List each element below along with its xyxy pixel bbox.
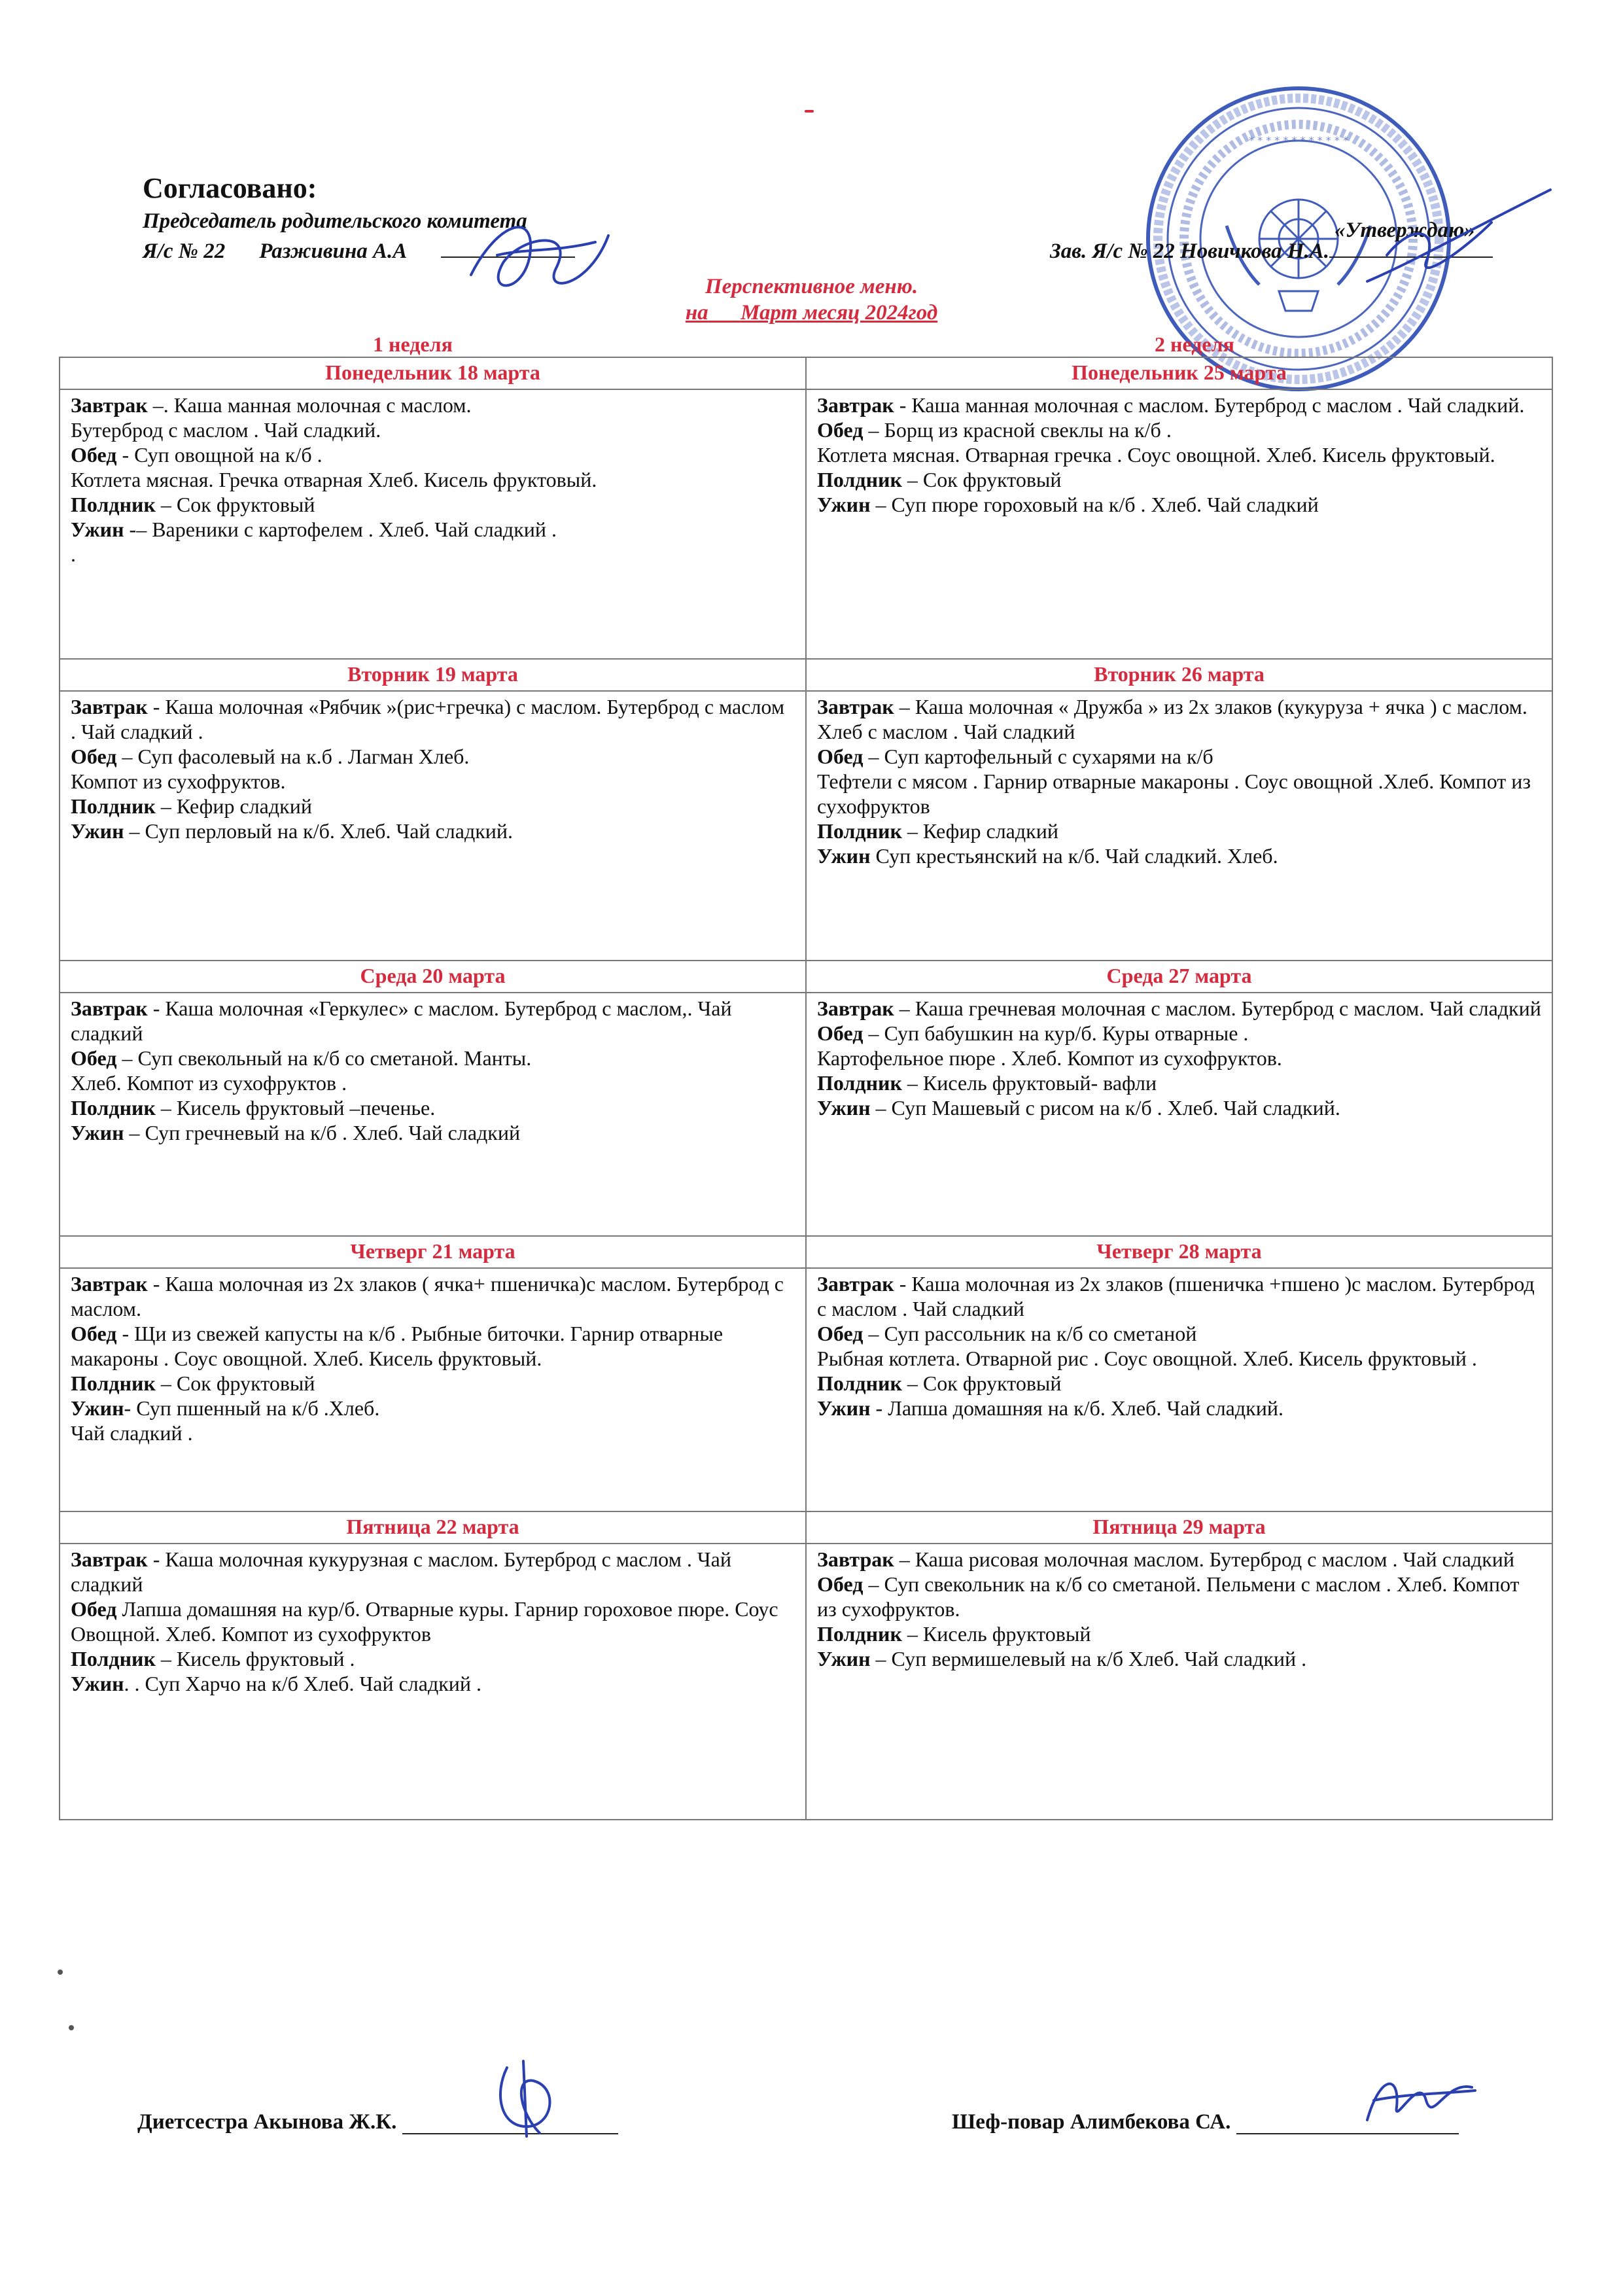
meal-text: – Суп Машевый с рисом на к/б . Хлеб. Чай сладкий. [870,1096,1340,1120]
meal-label: Завтрак [71,393,148,417]
day-header-row [60,357,1552,389]
day-header-row [60,1511,1552,1544]
approve-heading: «Утверждаю» [1335,219,1475,242]
meal-line [71,996,795,1046]
meal-text: – Каша рисовая молочная маслом. Бутерброд с маслом . Чай сладкий [894,1547,1515,1571]
meal-text: Лапша домашняя на кур/б. Отварные куры. Гарнир гороховое пюре. Соус Овощной. Хлеб. Компот из сухофруктов [71,1597,778,1646]
meal-text: Котлета мясная. Отварная гречка . Соус овощной. Хлеб. Кисель фруктовый. [817,443,1495,467]
menu-title-line1: Перспективное меню. [705,275,918,298]
meal-text: Рыбная котлета. Отварной рис . Соус овощной. Хлеб. Кисель фруктовый . [817,1347,1477,1370]
meal-label: Ужин [817,493,871,516]
meal-line [71,1095,795,1120]
meal-label: Завтрак [817,393,894,417]
chair-role: Председатель родительского комитета [143,209,527,233]
meal-text: – Каша гречневая молочная с маслом. Бутерброд с маслом. Чай сладкий [894,997,1541,1020]
chef-signature [1361,2061,1478,2133]
meal-line [71,1547,795,1597]
meal-text: – Суп перловый на к/б. Хлеб. Чай сладкий. [124,819,514,843]
meal-text: – Суп свекольный на к/б со сметаной. Манты. [116,1046,532,1070]
meal-line [71,1396,795,1421]
meal-text: - Каша молочная из 2х злаков ( ячка+ пшеничка)с маслом. Бутерброд с маслом. [71,1272,784,1320]
meal-label: Обед [817,1021,864,1045]
meal-label: Полдник [71,1096,156,1120]
meal-line [71,1371,795,1396]
meal-text: Хлеб. Компот из сухофруктов . [71,1071,347,1095]
meal-line [817,1271,1541,1321]
meals-cell [806,389,1552,659]
meal-label: Обед [71,1597,117,1621]
meal-line [817,417,1541,442]
meal-text: - Каша молочная «Геркулес» с маслом. Бутерброд с маслом,. Чай сладкий [71,997,732,1045]
meal-text: - Суп пшенный на к/б .Хлеб. [124,1396,380,1420]
week-1-label: 1 неделя [373,332,453,356]
meal-label: Обед [817,418,864,442]
meal-text: . [71,542,76,566]
meal-text: – Кисель фруктовый . [155,1647,355,1670]
meals-cell [60,389,806,659]
day-heading: Пятница 22 марта [60,1511,806,1544]
dietitian-signature [487,2055,566,2140]
meal-label: Обед [817,1572,864,1596]
meal-label: Завтрак [817,695,894,718]
meal-label: Завтрак [71,997,148,1020]
meal-line [71,542,795,567]
meals-cell [806,1268,1552,1511]
meal-label: Полдник [817,1371,902,1395]
meal-text: - Каша манная молочная с маслом. Бутерброд с маслом . Чай сладкий. [894,393,1525,417]
meal-label: Ужин [817,1096,871,1120]
meal-label: Полдник [71,1647,156,1670]
meal-label: Ужин [71,518,124,541]
meal-line [71,1271,795,1321]
meal-line [817,1621,1541,1646]
meals-row [60,993,1552,1236]
meals-cell [60,691,806,961]
day-header-row [60,1236,1552,1268]
meal-line [71,517,795,542]
chair-name: Разживина А.А [259,239,408,263]
meal-text: – Кисель фруктовый- вафли [901,1071,1157,1095]
menu-title-month: Март месяц 2024год [741,301,938,325]
day-heading: Понедельник 18 марта [60,357,806,389]
meal-text: Бутерброд с маслом . Чай сладкий. [71,418,381,442]
meal-label: Полдник [71,1371,156,1395]
meal-line [817,1070,1541,1095]
scan-speck [69,2025,74,2030]
meal-line [71,393,795,417]
meal-line [817,1021,1541,1046]
scan-speck [58,1969,63,1975]
meal-line [71,744,795,769]
meal-text: – Суп свекольник на к/б со сметаной. Пельмени с маслом . Хлеб. Компот из сухофруктов. [817,1572,1520,1621]
meal-line [817,843,1541,868]
meals-cell [806,691,1552,961]
meal-label: Завтрак [817,997,894,1020]
meal-label: Завтрак [71,1272,148,1296]
meal-line [71,1321,795,1371]
meal-line [71,694,795,744]
meal-line [817,1572,1541,1621]
menu-title [0,274,1623,326]
meal-line [817,393,1541,417]
meal-line [71,1120,795,1145]
meal-text: Компот из сухофруктов. [71,769,286,793]
meal-text: – Суп картофельный с сухарями на к/б [863,745,1213,768]
meals-cell [60,1268,806,1511]
day-heading: Четверг 28 марта [806,1236,1552,1268]
meal-line [71,1070,795,1095]
meal-text: - Суп овощной на к/б . [116,443,323,467]
approve-name: Зав. Я/с № 22 Новичкова Н.А. [1050,239,1330,263]
meal-line [71,417,795,442]
meal-line [817,467,1541,492]
meal-label: Обед [71,1046,117,1070]
meal-text: Картофельное пюре . Хлеб. Компот из сухофруктов. [817,1046,1282,1070]
meal-label: Полдник [817,1622,902,1646]
meal-text: – Каша молочная « Дружба » из 2х злаков (кукуруза + ячка ) с маслом. Хлеб с маслом . Чай сладкий [817,695,1527,743]
meals-cell [60,993,806,1236]
meals-row [60,389,1552,659]
meal-text: -– Вареники с картофелем . Хлеб. Чай сладкий . [124,518,557,541]
meals-cell [60,1544,806,1820]
meal-line [71,1046,795,1070]
meal-line [71,794,795,819]
meal-text: – Кисель фруктовый –печенье. [155,1096,436,1120]
meal-text: – Суп фасолевый на к.б . Лагман Хлеб. [116,745,470,768]
meal-line [71,1421,795,1445]
meal-line [817,492,1541,517]
day-heading: Среда 27 марта [806,961,1552,993]
scan-speck [805,110,814,113]
agreed-heading: Согласовано: [143,172,317,204]
meal-text: – Кисель фруктовый [901,1622,1091,1646]
meal-line [817,1646,1541,1671]
meal-label: Обед [71,745,117,768]
meal-text: – Сок фруктовый [155,1371,315,1395]
day-heading: Вторник 26 марта [806,659,1552,691]
meal-line [817,744,1541,769]
meal-text: Чай сладкий . [71,1421,193,1445]
meal-text: – Сок фруктовый [901,468,1062,491]
meal-line [71,467,795,492]
meal-text: Тефтели с мясом . Гарнир отварные макароны . Соус овощной .Хлеб. Компот из сухофруктов [817,769,1531,818]
meals-cell [806,1544,1552,1820]
meal-label: Завтрак [817,1547,894,1571]
meal-line [817,1046,1541,1070]
meal-label: Ужин [817,1647,871,1670]
meal-text: - Каша молочная кукурузная с маслом. Бутерброд с маслом . Чай сладкий [71,1547,731,1596]
meal-text: – Сок фруктовый [901,1371,1062,1395]
meal-label: Полдник [817,819,902,843]
meal-line [817,1371,1541,1396]
meal-line [71,769,795,794]
day-heading: Четверг 21 марта [60,1236,806,1268]
meal-text: – Суп вермишелевый на к/б Хлеб. Чай сладкий . [870,1647,1307,1670]
day-heading: Вторник 19 марта [60,659,806,691]
meal-text: Котлета мясная. Гречка отварная Хлеб. Кисель фруктовый. [71,468,597,491]
meal-label: Полдник [817,1071,902,1095]
day-heading: Среда 20 марта [60,961,806,993]
meal-label: Обед [71,443,117,467]
day-header-row [60,659,1552,691]
meal-text: - Лапша домашняя на к/б. Хлеб. Чай сладкий. [870,1396,1283,1420]
day-heading: Пятница 29 марта [806,1511,1552,1544]
meal-line [817,996,1541,1021]
meals-row [60,1544,1552,1820]
meal-label: Обед [71,1322,117,1345]
meal-label: Завтрак [71,695,148,718]
meals-cell [806,993,1552,1236]
day-heading: Понедельник 25 марта [806,357,1552,389]
meal-label: Полдник [71,794,156,818]
meal-line [71,442,795,467]
meal-text: – Кефир сладкий [155,794,312,818]
meals-row [60,1268,1552,1511]
meal-line [817,1396,1541,1421]
meal-line [817,694,1541,744]
meal-label: Ужин [817,1396,871,1420]
meals-row [60,691,1552,961]
chef-name: Шеф-повар Алимбекова СА. [952,2110,1231,2134]
day-header-row [60,961,1552,993]
meal-line [817,442,1541,467]
chair-org: Я/с № 22 [143,239,226,263]
menu-table [59,357,1553,1820]
meal-line [71,1646,795,1671]
meal-label: Ужин [71,1121,124,1144]
meal-label: Полдник [71,493,156,516]
meal-line [817,1321,1541,1346]
menu-title-na: на [685,301,708,325]
meal-text: – Борщ из красной свеклы на к/б . [863,418,1172,442]
meal-text: – Суп гречневый на к/б . Хлеб. Чай сладкий [124,1121,521,1144]
meal-text: – Кефир сладкий [901,819,1058,843]
meal-line [817,819,1541,843]
meal-line [71,492,795,517]
meal-label: Ужин [71,1396,124,1420]
week-2-label: 2 неделя [1155,332,1234,356]
meal-label: Ужин [71,1672,124,1695]
meal-text: – Суп пюре гороховый на к/б . Хлеб. Чай сладкий [870,493,1319,516]
meal-label: Ужин [71,819,124,843]
meal-line [71,1671,795,1696]
meal-label: Завтрак [71,1547,148,1571]
meal-text: –. Каша манная молочная с маслом. [147,393,472,417]
meal-text: - Каша молочная «Рябчик »(рис+гречка) с маслом. Бутерброд с маслом . Чай сладкий . [71,695,785,743]
meal-label: Ужин [817,844,871,868]
meal-text: Суп крестьянский на к/б. Чай сладкий. Хлеб. [870,844,1278,868]
meal-label: Обед [817,745,864,768]
meal-label: Полдник [817,468,902,491]
meal-label: Завтрак [817,1272,894,1296]
meal-line [817,1547,1541,1572]
meal-line [817,1095,1541,1120]
dietitian-name: Диетсестра Акынова Ж.К. [137,2110,397,2134]
meal-text: – Сок фруктовый [155,493,315,516]
meal-line [71,1597,795,1646]
meal-line [817,1346,1541,1371]
meal-line [817,769,1541,819]
meal-text: . . Суп Харчо на к/б Хлеб. Чай сладкий . [124,1672,482,1695]
meal-text: - Каша молочная из 2х злаков (пшеничка +пшено )с маслом. Бутерброд с маслом . Чай сладкий [817,1272,1535,1320]
meal-label: Обед [817,1322,864,1345]
meal-text: - Щи из свежей капусты на к/б . Рыбные биточки. Гарнир отварные макароны . Соус овощной. Хлеб. Кисель фруктовый. [71,1322,724,1370]
meal-text: – Суп рассольник на к/б со сметаной [863,1322,1197,1345]
meal-line [71,819,795,843]
svg-text:* * * * * * * * * * * *: * * * * * * * * * * * * [1249,134,1348,147]
meal-text: – Суп бабушкин на кур/б. Куры отварные . [863,1021,1249,1045]
